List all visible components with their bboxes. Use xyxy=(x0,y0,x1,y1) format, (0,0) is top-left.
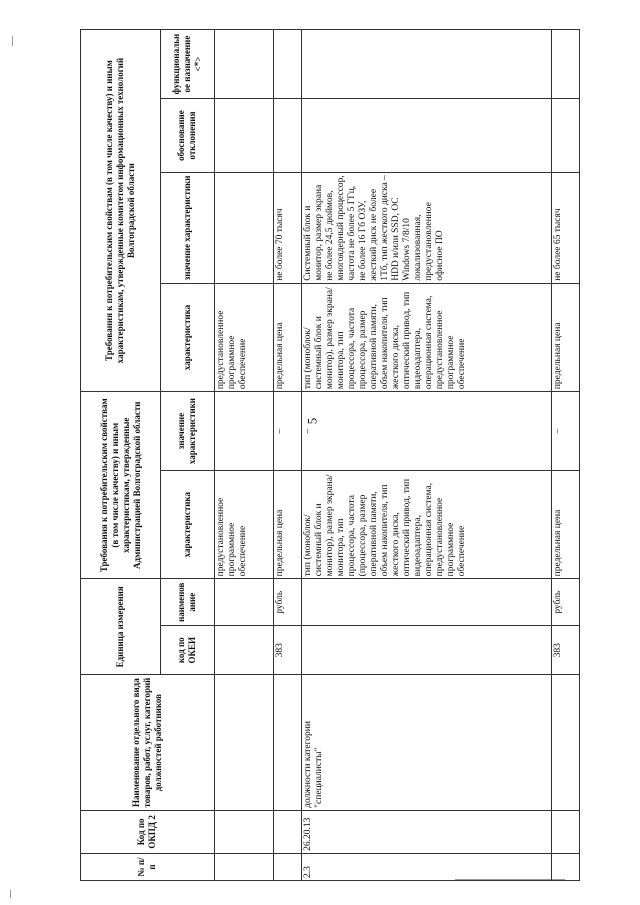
cell-num: 2.3 xyxy=(302,853,552,880)
cell-committee-justification xyxy=(302,99,552,173)
page-number: 5 xyxy=(304,417,320,425)
cell-committee-function xyxy=(214,30,274,99)
header-admin-requirements: Требования к потребительским свойствам (в том числе качеству) и иным характеристикам, утвержденные Администрацией Волгоградской области xyxy=(81,392,161,579)
cell-unit-name xyxy=(214,579,274,626)
header-unit-code: код по ОКЕИ xyxy=(161,626,214,675)
cell-committee-characteristic: предельная цена xyxy=(552,283,580,391)
cell-admin-value: – xyxy=(302,392,552,471)
header-okpd: Код по ОКПД 2 xyxy=(81,810,215,853)
header-unit-name: наименов ание xyxy=(161,579,214,626)
header-admin-characteristic: характеристика xyxy=(161,470,214,578)
scan-mark xyxy=(10,890,11,898)
header-admin-value: значение характеристики xyxy=(161,392,214,471)
cell-committee-justification xyxy=(274,99,302,173)
cell-okpd xyxy=(552,810,580,853)
rotated-table-wrapper xyxy=(80,29,580,881)
cell-committee-justification xyxy=(214,99,274,173)
cell-committee-function xyxy=(552,30,580,99)
cell-unit-name: рубль xyxy=(274,579,302,626)
cell-admin-characteristic: предельная цена xyxy=(552,470,580,578)
cell-admin-value xyxy=(214,392,274,471)
header-committee-function: функциональное назначение <*> xyxy=(161,30,214,99)
cell-num xyxy=(214,853,274,880)
cell-unit-name: рубль xyxy=(552,579,580,626)
cell-admin-characteristic: предустановленное программное обеспечение xyxy=(214,470,274,578)
cell-committee-value: Системный блок и монитор, размер экрана не более 24,5 дюймов, многоядерный процессор, частота не более 5 ГГц, не более 16 Гб ОЗУ, жесткий диск не более 1Тб, тип жесткого диска – HDD и/или SSD, ОС Windows 7/8/10 локализованная, предустановленное офисное ПО xyxy=(302,172,552,283)
cell-okpd xyxy=(274,810,302,853)
cell-committee-characteristic: предустановленное программное обеспечение xyxy=(214,283,274,391)
cell-num xyxy=(552,853,580,880)
cell-committee-value: не более 65 тысяч xyxy=(552,172,580,283)
header-unit: Единица измерения xyxy=(81,579,161,675)
cell-unit-name xyxy=(302,579,552,626)
table-row xyxy=(552,30,580,881)
cell-admin-value: – xyxy=(552,392,580,471)
cell-name xyxy=(552,675,580,810)
scan-mark xyxy=(12,36,13,46)
cell-committee-value: не более 70 тысяч xyxy=(274,172,302,283)
cell-committee-characteristic: тип (моноблок/системный блок и монитор), размер экрана/монитора, тип процессора, частота процессора, размер оперативной памяти, объем накопителя, тип жесткого диска, оптический привод, тип видеоадаптера, операционная система, предустановленное программное обеспечение xyxy=(302,283,552,391)
cell-unit-code: 383 xyxy=(552,626,580,675)
table-row xyxy=(302,30,552,881)
requirements-table xyxy=(80,29,580,881)
cell-unit-code xyxy=(302,626,552,675)
header-name: Наименование отдельного вида товаров, работ, услуг, категорий должностей работников xyxy=(81,675,215,810)
header-committee-justification: обоснование отклонения xyxy=(161,99,214,173)
header-committee-requirements: Требования к потребительским свойствам (в том числе качеству) и иным характеристикам, утвержденные комитетом информационных технологий Волгоградской области xyxy=(81,30,161,392)
cell-committee-characteristic: предельная цена xyxy=(274,283,302,391)
cell-name: должности категории "специалисты" xyxy=(302,675,552,810)
cell-admin-characteristic: предельная цена xyxy=(274,470,302,578)
header-committee-value: значение характеристики xyxy=(161,172,214,283)
cell-committee-function xyxy=(302,30,552,99)
header-committee-characteristic: характеристика xyxy=(161,283,214,391)
header-num: № п/п xyxy=(81,853,215,880)
cell-admin-characteristic: тип (моноблок/системный блок и монитор), размер экрана/монитора, тип процессора, частота (процессора, размер оперативной памяти, объем накопителя, тип жесткого диска, оптический привод, тип видеоадаптера, операционная система, предустановленное программное обеспечение xyxy=(302,470,552,578)
cell-committee-value xyxy=(214,172,274,283)
cell-name xyxy=(214,675,274,810)
cell-name xyxy=(274,675,302,810)
cell-committee-justification xyxy=(552,99,580,173)
table-row xyxy=(274,30,302,881)
cell-okpd xyxy=(214,810,274,853)
table-row xyxy=(214,30,274,881)
cell-okpd: 26.20.13 xyxy=(302,810,552,853)
cell-committee-function xyxy=(274,30,302,99)
cell-unit-code xyxy=(214,626,274,675)
cell-admin-value: – xyxy=(274,392,302,471)
cell-num xyxy=(274,853,302,880)
cell-unit-code: 383 xyxy=(274,626,302,675)
